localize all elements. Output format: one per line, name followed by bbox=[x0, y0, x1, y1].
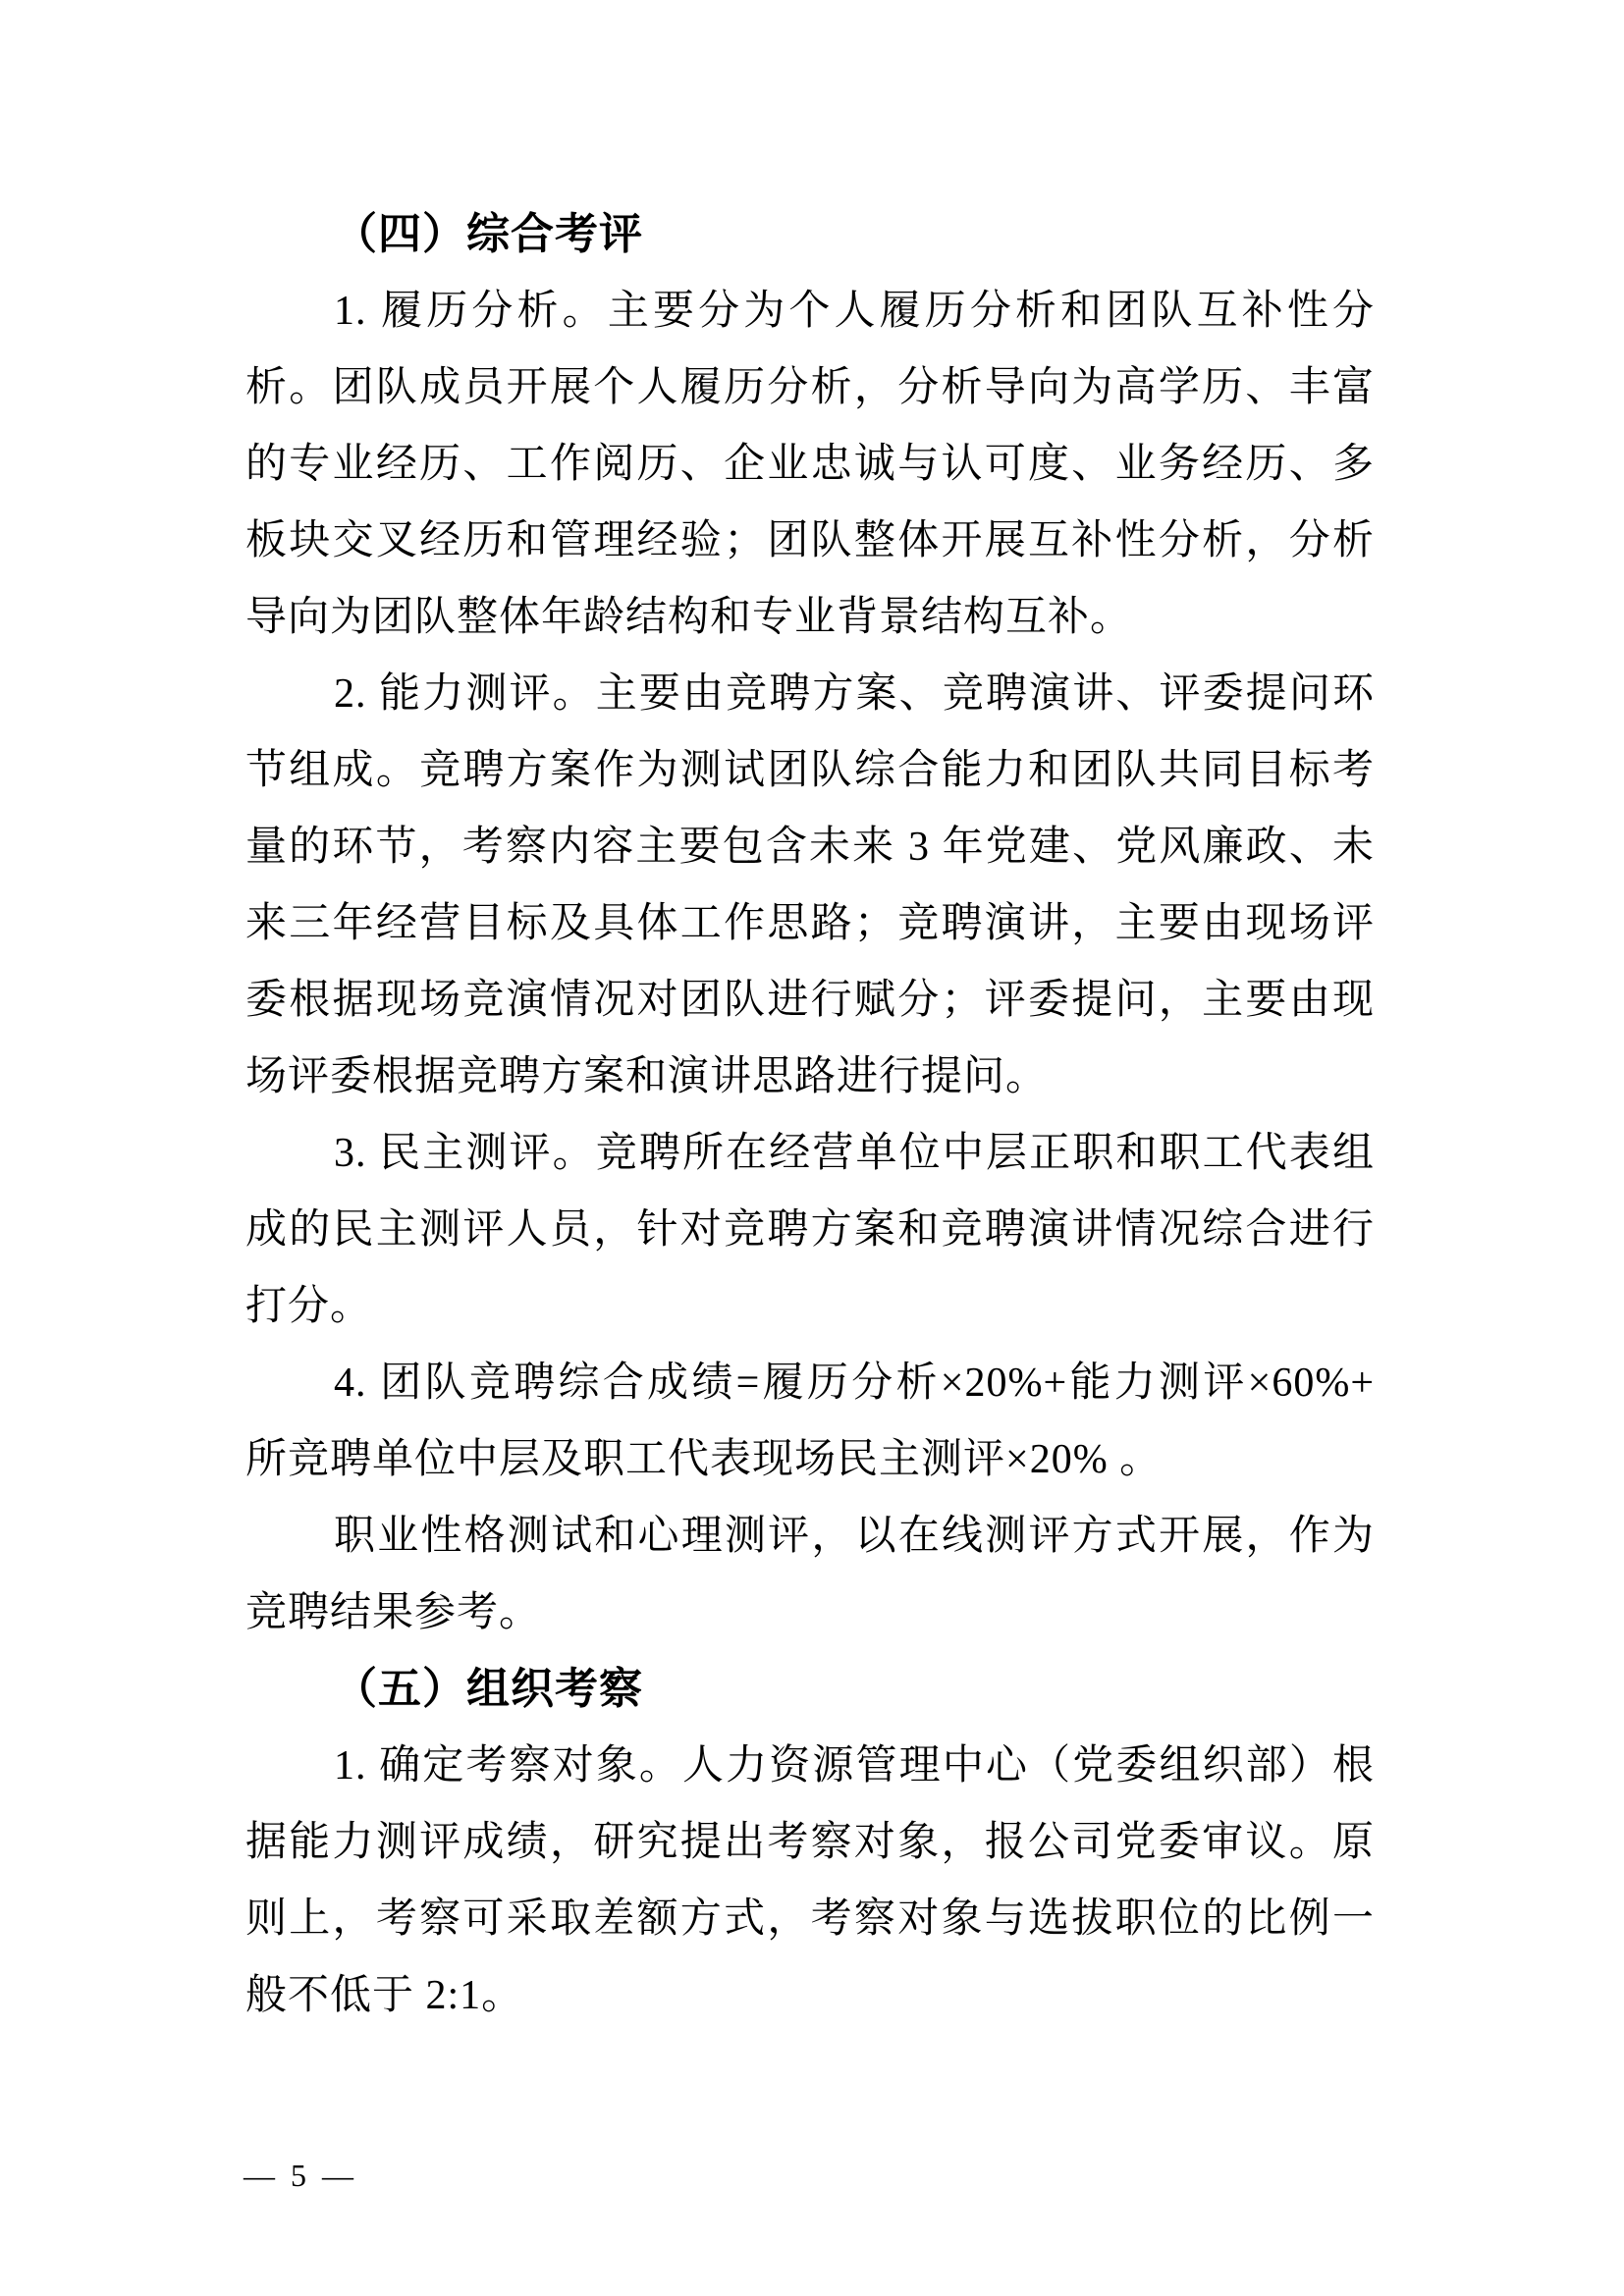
paragraph-line: 4. 团队竞聘综合成绩=履历分析×20%+能力测评×60%+ bbox=[334, 1361, 1375, 1406]
paragraph-line: 竞聘结果参考。 bbox=[245, 1590, 542, 1635]
paragraph-line: 的专业经历、工作阅历、企业忠诚与认可度、业务经历、多 bbox=[245, 442, 1375, 487]
paragraph-line: 委根据现场竞演情况对团队进行赋分；评委提问，主要由现 bbox=[245, 978, 1375, 1023]
paragraph-line: 导向为团队整体年龄结构和专业背景结构互补。 bbox=[245, 595, 1133, 640]
paragraph-line: 板块交叉经历和管理经验；团队整体开展互补性分析，分析 bbox=[245, 518, 1375, 563]
paragraph-line: 3. 民主测评。竞聘所在经营单位中层正职和职工代表组 bbox=[334, 1131, 1375, 1176]
paragraph-line: 职业性格测试和心理测评，以在线测评方式开展，作为 bbox=[334, 1514, 1375, 1559]
paragraph-line: 则上，考察可采取差额方式，考察对象与选拔职位的比例一 bbox=[245, 1896, 1375, 1942]
section-heading-5: （五）组织考察 bbox=[334, 1665, 643, 1713]
page-number: — 5 — bbox=[244, 2158, 357, 2193]
paragraph-line: 1. 履历分析。主要分为个人履历分析和团队互补性分 bbox=[334, 289, 1375, 334]
paragraph-line: 量的环节，考察内容主要包含未来 3 年党建、党风廉政、未 bbox=[245, 825, 1375, 870]
paragraph-line: 所竞聘单位中层及职工代表现场民主测评×20% 。 bbox=[245, 1437, 1163, 1482]
paragraph-line: 据能力测评成绩，研究提出考察对象，报公司党委审议。原 bbox=[245, 1820, 1375, 1865]
paragraph-line: 来三年经营目标及具体工作思路；竞聘演讲，主要由现场评 bbox=[245, 901, 1375, 946]
paragraph-line: 般不低于 2:1。 bbox=[245, 1973, 524, 2018]
paragraph-line: 2. 能力测评。主要由竞聘方案、竞聘演讲、评委提问环 bbox=[334, 671, 1375, 717]
paragraph-line: 节组成。竞聘方案作为测试团队综合能力和团队共同目标考 bbox=[245, 748, 1375, 793]
paragraph-line: 场评委根据竞聘方案和演讲思路进行提问。 bbox=[245, 1054, 1049, 1099]
paragraph-line: 打分。 bbox=[245, 1284, 373, 1329]
paragraph-line: 成的民主测评人员，针对竞聘方案和竞聘演讲情况综合进行 bbox=[245, 1207, 1375, 1253]
document-body bbox=[245, 196, 1375, 2034]
paragraph-line: 1. 确定考察对象。人力资源管理中心（党委组织部）根 bbox=[334, 1743, 1375, 1789]
section-heading-4: （四）综合考评 bbox=[334, 210, 643, 258]
paragraph-line: 析。团队成员开展个人履历分析，分析导向为高学历、丰富 bbox=[245, 365, 1375, 410]
